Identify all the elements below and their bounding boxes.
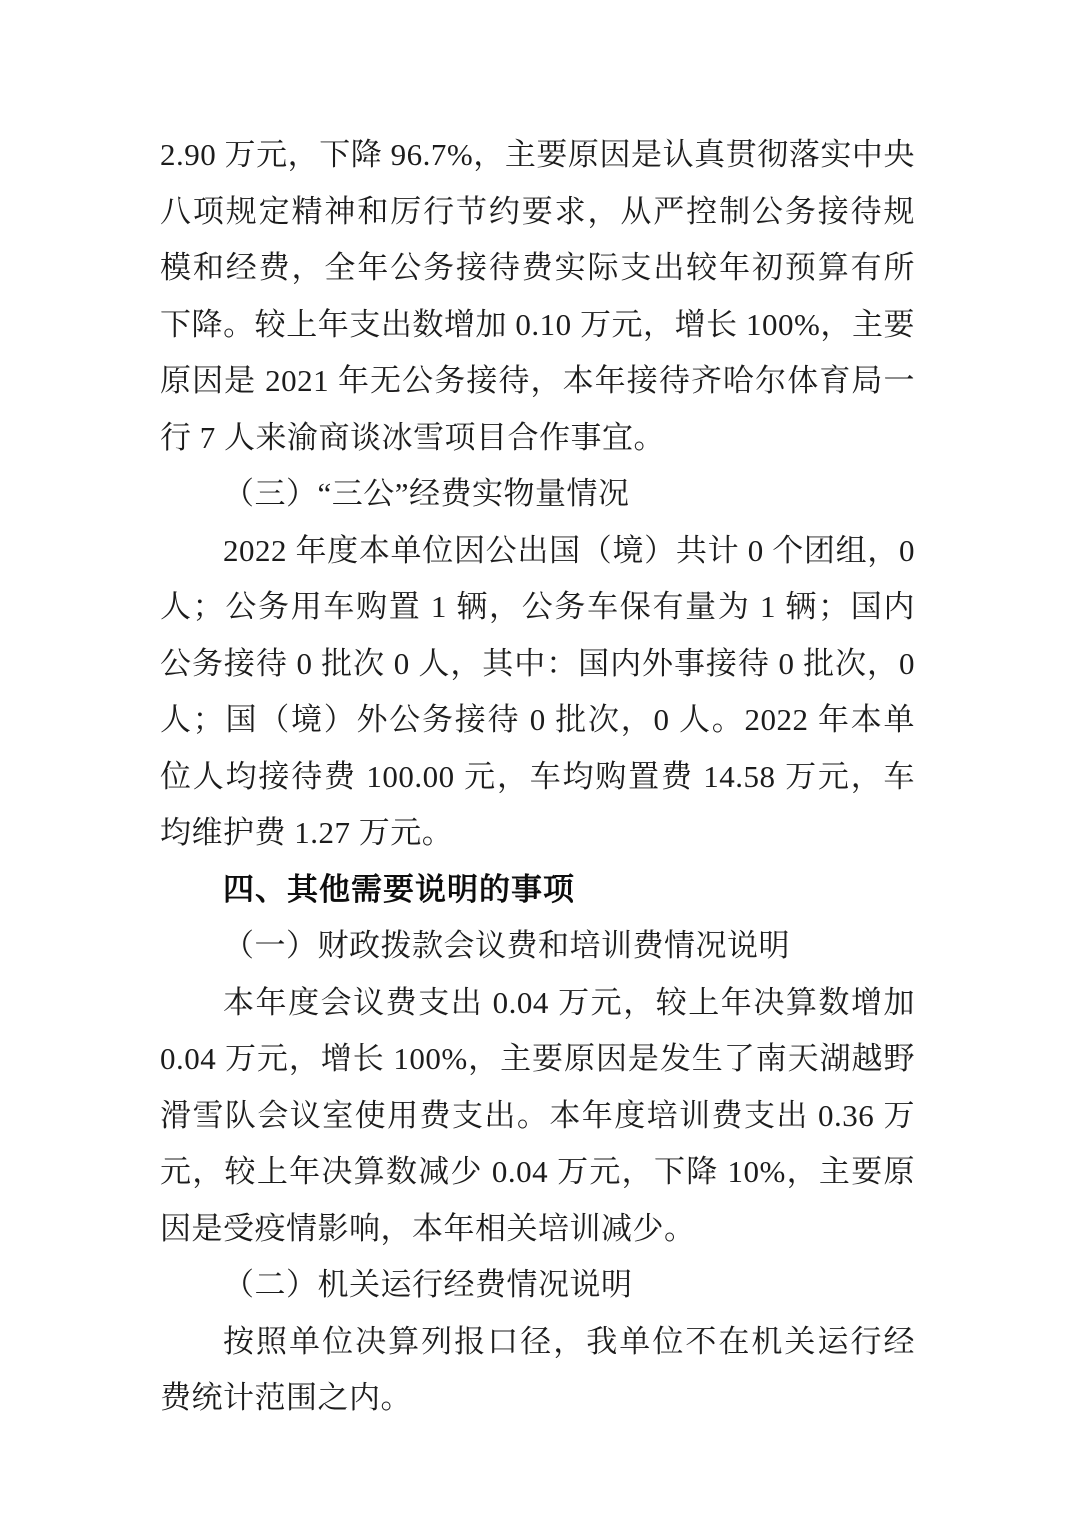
paragraph-meeting-training-fee-details: 本年度会议费支出 0.04 万元，较上年决算数增加 0.04 万元，增长 100%，主要原因是发生了南天湖越野滑雪队会议室使用费支出。本年度培训费支出 0.36 万元，较上年决算数减少 0.04 万元，下降 10%，主要原因是受疫情影响，本年相关培训减少。 bbox=[160, 984, 915, 1246]
paragraph-agency-operating-expense-details: 按照单位决算列报口径，我单位不在机关运行经费统计范围之内。 bbox=[160, 1323, 915, 1415]
subsection-heading-agency-operating-expense: （二）机关运行经费情况说明 bbox=[223, 1267, 633, 1302]
section-heading-other-matters: 四、其他需要说明的事项 bbox=[223, 871, 575, 907]
paragraph-physical-quantity-details: 2022 年度本单位因公出国（境）共计 0 个团组，0 人；公务用车购置 1 辆，公务车保有量为 1 辆；国内公务接待 0 批次 0 人，其中：国内外事接待 0 批次，0 人；国（境）外公务接待 0 批次，0 人。2022 年本单位人均接待费 100.00 元，车均购置费 14.58 万元，车均维护费 1.27 万元。 bbox=[160, 532, 915, 850]
subsection-heading-three-public-funds-physical-quantity: （三）“三公”经费实物量情况 bbox=[223, 476, 630, 511]
paragraph-continuation-official-reception-expense: 2.90 万元，下降 96.7%，主要原因是认真贯彻落实中央八项规定精神和厉行节约要求，从严控制公务接待规模和经费，全年公务接待费实际支出较年初预算有所下降。较上年支出数增加 0.10 万元，增长 100%，主要原因是 2021 年无公务接待，本年接待齐哈尔体育局一行 7 人来渝商谈冰雪项目合作事宜。 bbox=[160, 137, 915, 455]
subsection-heading-meeting-training-fees: （一）财政拨款会议费和培训费情况说明 bbox=[223, 928, 790, 963]
